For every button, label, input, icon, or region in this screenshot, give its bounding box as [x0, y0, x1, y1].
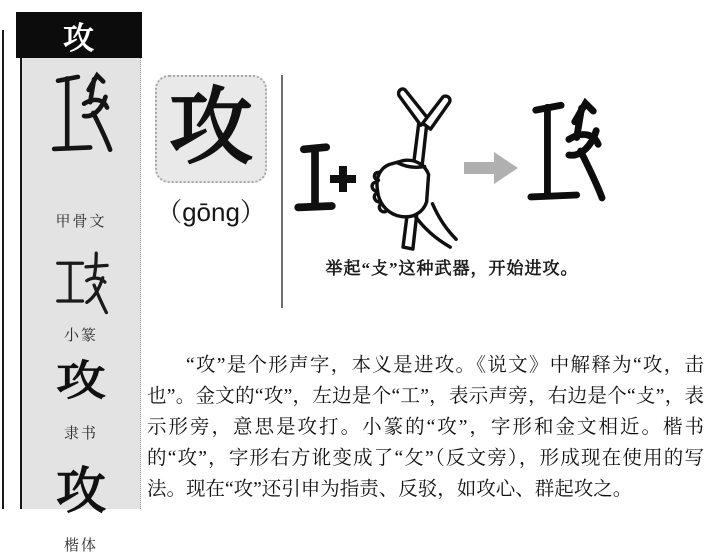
- hand-holding-stick-icon: [346, 80, 464, 252]
- regular-script-glyph: [22, 463, 140, 519]
- pinyin: （gōng）: [156, 197, 266, 227]
- regular-gong-char: 攻: [56, 463, 106, 519]
- oracle-script-gong-icon: [50, 70, 112, 162]
- seal-script-gong-icon: [52, 246, 110, 324]
- evolution-illustration: [288, 72, 618, 252]
- evolution-caption: 举起“攴”这种武器，开始进攻。: [325, 259, 579, 278]
- oracle-script-glyph: [22, 70, 140, 162]
- vertical-divider: [281, 75, 283, 308]
- script-label-clerical: 隶书: [63, 426, 98, 442]
- clerical-script-glyph: [22, 358, 140, 404]
- explanation-paragraph: “攻”是个形声字，本义是进攻。《说文》中解释为“攻，击也”。金文的“攻”，左边是个“工”，表示声旁，右边是个“攴”，表示形旁，意思是攻打。小篆的“攻”，字形和金文相近。楷书的“攻”，字形右方讹变成了“攵”（反文旁），形成现在使用的写法。现在“攻”还引申为指责、反驳，如攻心、群起攻之。: [147, 354, 704, 500]
- seal-script-glyph: [22, 246, 140, 324]
- script-label-seal: 小篆: [63, 328, 98, 344]
- sidebar-header: [16, 12, 142, 58]
- script-evolution-sidebar: [20, 58, 141, 554]
- page-edge-line: [2, 30, 4, 509]
- arrow-right-icon: [464, 152, 518, 184]
- headword-box: [155, 75, 267, 183]
- clerical-gong-char: 攻: [56, 357, 106, 404]
- sidebar-header-char: 攻: [63, 20, 95, 56]
- oracle-result-gong-icon: [526, 92, 604, 218]
- headword-char: 攻: [168, 82, 253, 175]
- script-label-regular: 楷体: [63, 538, 98, 554]
- script-label-oracle: 甲骨文: [55, 214, 107, 230]
